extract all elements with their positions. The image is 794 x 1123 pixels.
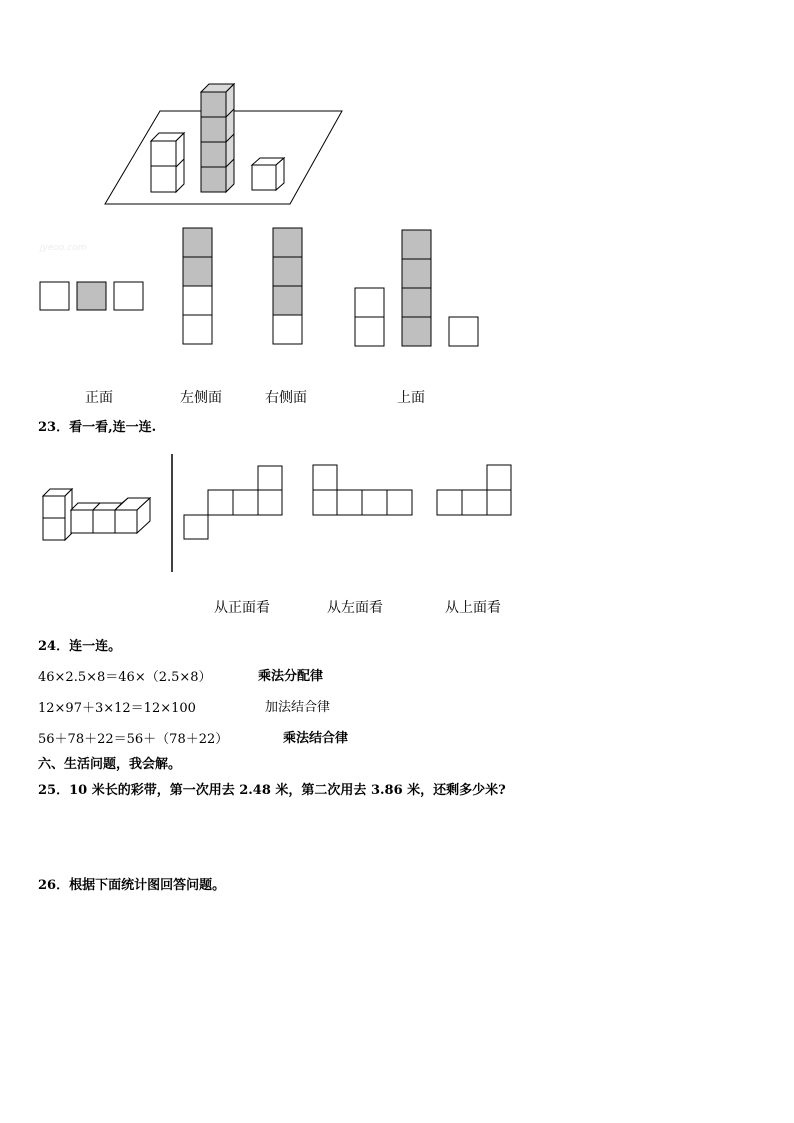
q25-text: 25．10 米长的彩带，第一次用去 2.48 米，第二次用去 3.86 米，还剩多少米?	[38, 783, 506, 798]
q24-title: 24．连一连。	[38, 639, 122, 654]
option-right-view	[273, 228, 302, 344]
q23-view-b	[313, 465, 412, 515]
q23-title: 23．看一看,连一连.	[38, 420, 157, 435]
watermark: jyeoo.com	[40, 243, 87, 253]
label-top: 上面	[397, 390, 425, 406]
law-2: 加法结合律	[265, 700, 331, 715]
label-front: 正面	[85, 390, 113, 406]
label-view-front: 从正面看	[214, 600, 270, 616]
law-3: 乘法结合律	[283, 731, 349, 746]
section6-title: 六、生活问题，我会解。	[38, 757, 182, 772]
cube-stack-tall	[201, 84, 234, 192]
option-top-view	[355, 230, 478, 346]
q23-view-c	[437, 465, 511, 515]
cube-stack-left	[151, 133, 184, 192]
label-left-side: 左侧面	[180, 390, 222, 406]
q26-text: 26．根据下面统计图回答问题。	[38, 878, 226, 893]
equation-1: 46×2.5×8＝46×（2.5×8）	[38, 670, 212, 685]
q23-view-a	[184, 466, 282, 539]
label-view-left: 从左面看	[327, 600, 383, 616]
law-1: 乘法分配律	[258, 669, 324, 684]
label-view-top: 从上面看	[445, 600, 501, 616]
label-right-side: 右侧面	[265, 390, 307, 406]
option-front-view	[40, 282, 143, 310]
equation-2: 12×97＋3×12＝12×100	[38, 701, 196, 716]
equation-3: 56＋78＋22＝56＋（78＋22）	[38, 732, 229, 747]
q23-solid	[43, 489, 150, 540]
cube-single-right	[252, 158, 284, 190]
option-left-view	[183, 228, 212, 344]
